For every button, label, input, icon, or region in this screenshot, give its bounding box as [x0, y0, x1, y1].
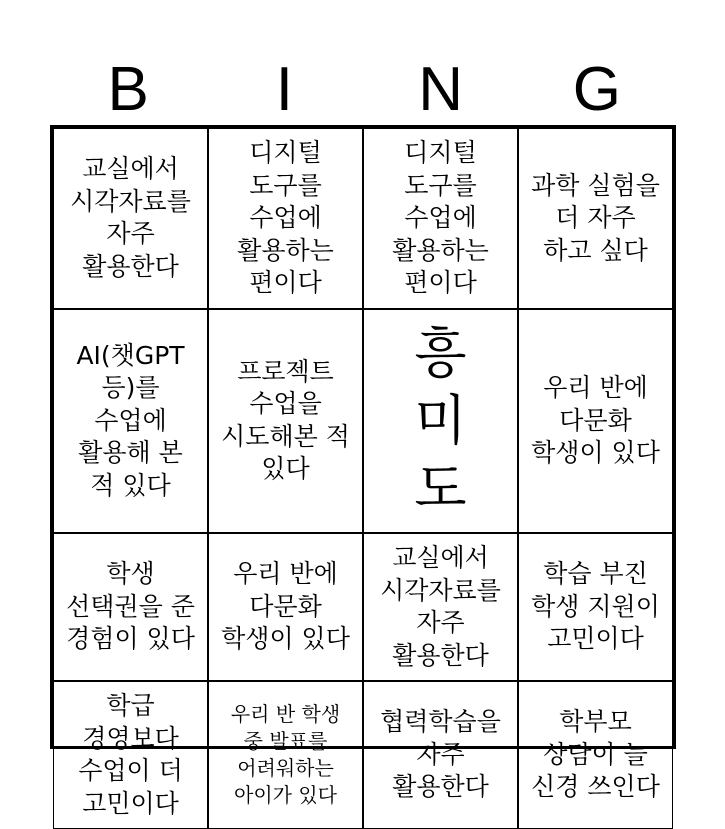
bingo-board [50, 125, 676, 818]
bingo-cell-r1c1[interactable]: 교실에서 시각자료를 자주 활용한다 [53, 128, 208, 309]
bingo-cell-r3c1[interactable]: 학생 선택권을 준 경험이 있다 [53, 533, 208, 681]
bingo-cell-r2c1[interactable]: AI(챗GPT 등)를 수업에 활용해 본 적 있다 [53, 309, 208, 534]
header-letter-g: G [572, 55, 621, 124]
bingo-cell-r1c2[interactable]: 디지털 도구를 수업에 활용하는 편이다 [208, 128, 363, 309]
header-letter-n: N [418, 55, 464, 124]
bingo-cell-r3c4[interactable]: 학습 부진 학생 지원이 고민이다 [518, 533, 673, 681]
bingo-cell-r4c4[interactable]: 학부모 상담이 늘 신경 쓰인다 [518, 681, 673, 829]
header-letter-b: B [107, 55, 149, 124]
bingo-cell-r4c2[interactable]: 우리 반 학생 중 발표를 어려워하는 아이가 있다 [208, 681, 363, 829]
bingo-free-cell[interactable]: 흥미도 [363, 309, 518, 534]
bingo-cell-r2c2[interactable]: 프로젝트 수업을 시도해본 적 있다 [208, 309, 363, 534]
bingo-cell-r4c1[interactable]: 학급 경영보다 수업이 더 고민이다 [53, 681, 208, 829]
bingo-cell-r2c4[interactable]: 우리 반에 다문화 학생이 있다 [518, 309, 673, 534]
bingo-cell-r1c4[interactable]: 과학 실험을 더 자주 하고 싶다 [518, 128, 673, 309]
bingo-cell-r1c3[interactable]: 디지털 도구를 수업에 활용하는 편이다 [363, 128, 518, 309]
bingo-cell-r4c3[interactable]: 협력학습을 자주 활용한다 [363, 681, 518, 829]
bingo-cell-r3c2[interactable]: 우리 반에 다문화 학생이 있다 [208, 533, 363, 681]
bingo-header [50, 55, 675, 125]
bingo-cell-r3c3[interactable]: 교실에서 시각자료를 자주 활용한다 [363, 533, 518, 681]
header-letter-i: I [275, 55, 293, 124]
